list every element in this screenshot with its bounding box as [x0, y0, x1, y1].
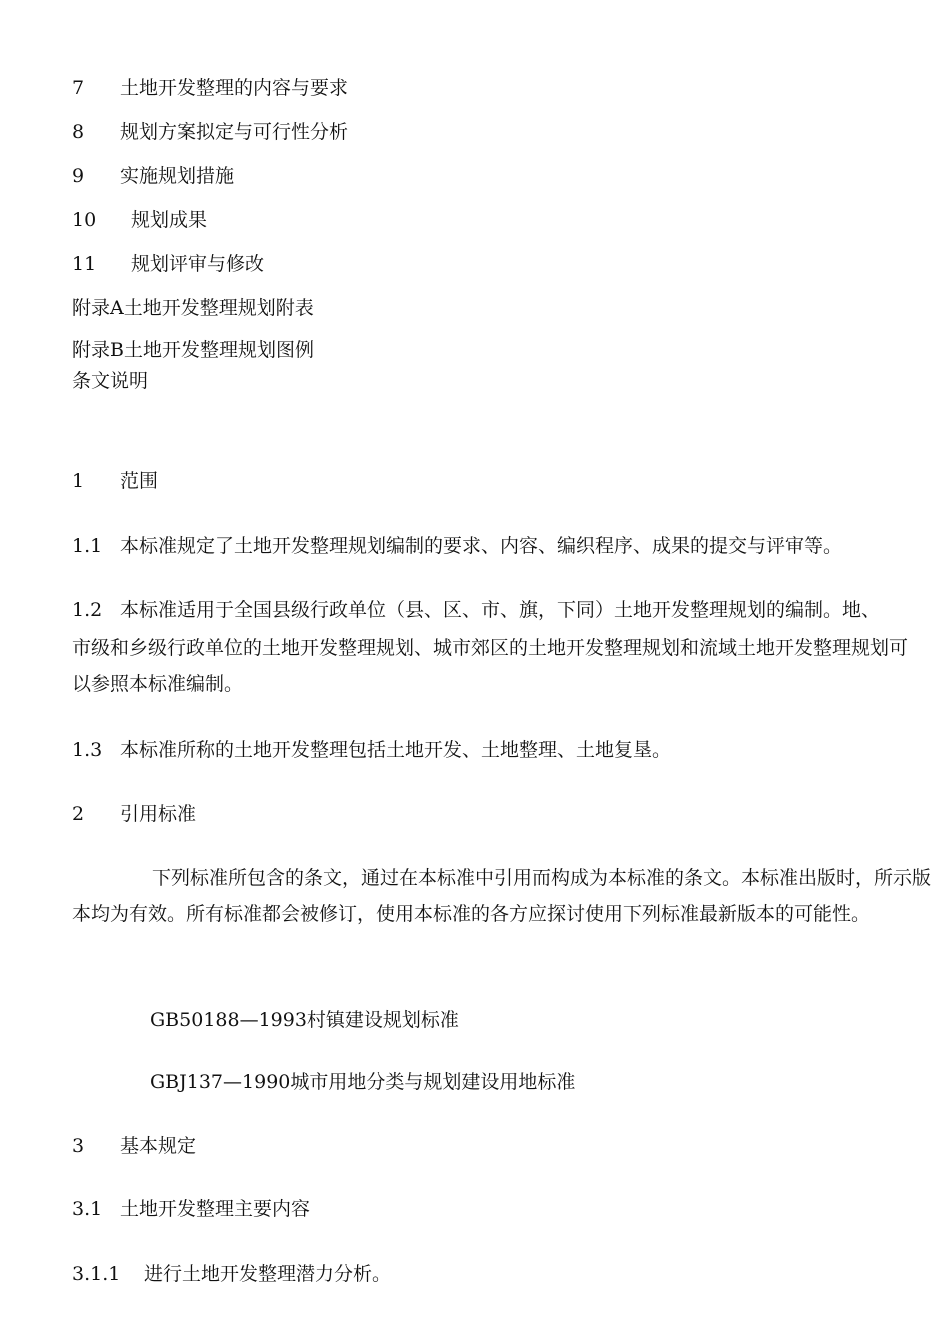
- section-number: 1: [72, 470, 85, 492]
- clause-text: 进行土地开发整理潜力分析。: [144, 1263, 392, 1285]
- section-2-paragraph: 下列标准所包含的条文，通过在本标准中引用而构成为本标准的条文。本标准出版时，所示版本均为有效。所有标准都会被修订，使用本标准的各方应探讨使用下列标准最新版本的可能性。: [72, 867, 932, 925]
- clause-number: 1.3: [72, 739, 103, 761]
- toc-number: 10: [72, 209, 97, 231]
- section-number: 3: [72, 1135, 85, 1157]
- appendix-a: 附录A土地开发整理规划附表: [72, 297, 314, 319]
- section-title: 基本规定: [120, 1135, 197, 1157]
- explanation-heading: 条文说明: [72, 370, 149, 392]
- toc-number: 11: [72, 253, 97, 275]
- toc-title: 规划成果: [131, 209, 208, 231]
- section-3-heading: [72, 1134, 196, 1158]
- section-number: 2: [72, 803, 85, 825]
- toc-item-8: [72, 120, 348, 144]
- toc-number: 7: [72, 77, 85, 99]
- clause-3-1: [72, 1197, 310, 1221]
- clause-number: 1.1: [72, 535, 103, 557]
- clause-text: 本标准适用于全国县级行政单位（县、区、市、旗，下同）土地开发整理规划的编制。地、: [120, 599, 881, 621]
- toc-number: 8: [72, 121, 85, 143]
- toc-title: 实施规划措施: [120, 165, 235, 187]
- section-1-heading: [72, 469, 158, 493]
- toc-title: 规划方案拟定与可行性分析: [120, 121, 349, 143]
- clause-number: 1.2: [72, 599, 103, 621]
- toc-item-11: [72, 252, 264, 276]
- section-2-heading: [72, 802, 196, 826]
- clause-text: 本标准所称的土地开发整理包括土地开发、土地整理、土地复垦。: [120, 739, 672, 761]
- clause-1-2-line1: [72, 598, 880, 622]
- section-title: 引用标准: [120, 803, 197, 825]
- clause-text: 土地开发整理主要内容: [120, 1198, 311, 1220]
- reference-standard: GB50188—1993村镇建设规划标准: [150, 1009, 459, 1031]
- toc-title: 土地开发整理的内容与要求: [120, 77, 349, 99]
- clause-1-3: [72, 738, 671, 762]
- toc-item-9: [72, 164, 234, 188]
- clause-text: 本标准规定了土地开发整理规划编制的要求、内容、编织程序、成果的提交与评审等。: [120, 535, 843, 557]
- toc-title: 规划评审与修改: [131, 253, 265, 275]
- clause-1-1: [72, 534, 842, 558]
- toc-number: 9: [72, 165, 85, 187]
- section-title: 范围: [120, 470, 159, 492]
- clause-3-1-1: [72, 1262, 391, 1286]
- clause-number: 3.1.1: [72, 1263, 121, 1285]
- toc-item-10: [72, 208, 207, 232]
- clause-1-2-continuation: 市级和乡级行政单位的土地开发整理规划、城市郊区的土地开发整理规划和流域土地开发整理规划可以参照本标准编制。: [72, 637, 909, 695]
- appendix-b: 附录B土地开发整理规划图例: [72, 339, 314, 361]
- reference-standard: GBJ137—1990城市用地分类与规划建设用地标准: [150, 1071, 576, 1093]
- toc-item-7: [72, 76, 348, 100]
- clause-number: 3.1: [72, 1198, 103, 1220]
